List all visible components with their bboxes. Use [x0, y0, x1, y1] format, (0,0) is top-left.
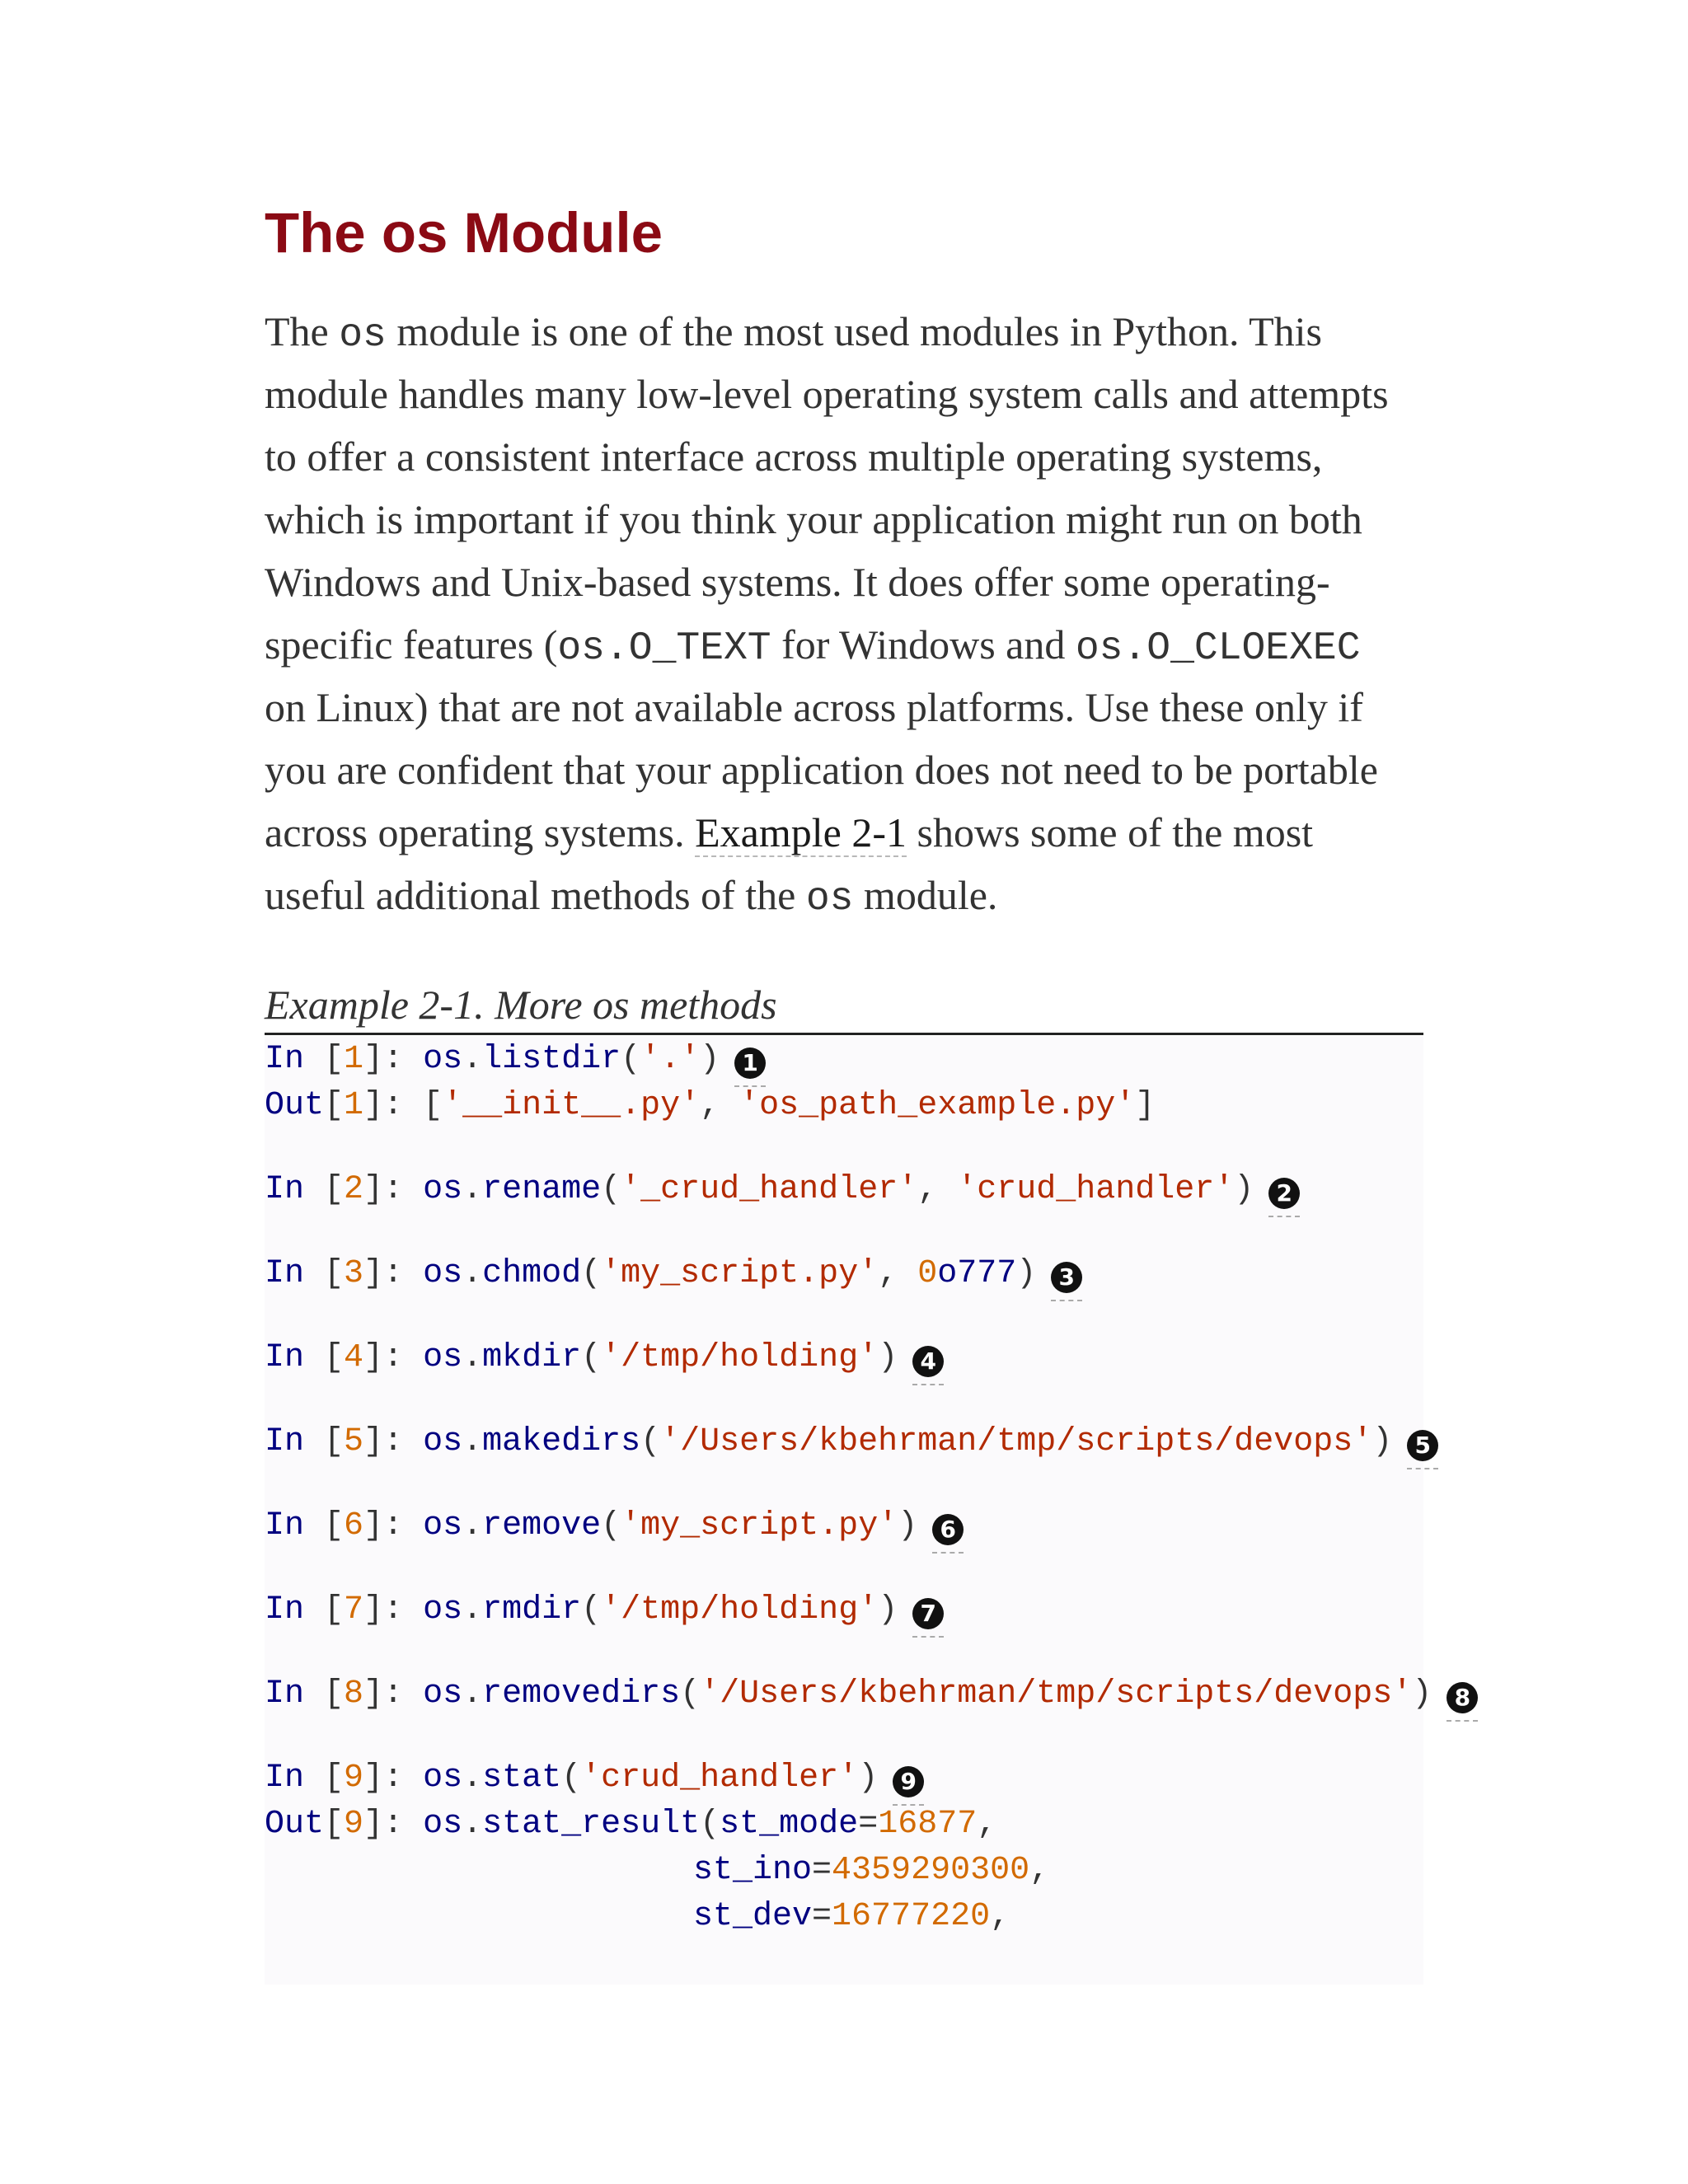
prompt: In — [265, 1423, 305, 1460]
string: 'my_script.py' — [621, 1507, 898, 1544]
prompt: Out — [265, 1806, 325, 1843]
punct: [ — [304, 1255, 345, 1292]
field-name: st_ino — [693, 1852, 813, 1889]
punct: [ — [304, 1591, 345, 1629]
number: 4359290300 — [832, 1852, 1030, 1889]
module: os — [423, 1591, 463, 1629]
punct: . — [462, 1171, 483, 1208]
number: 0 — [917, 1255, 938, 1292]
string: '/Users/kbehrman/tmp/scripts/devops' — [660, 1423, 1373, 1460]
punct: , — [700, 1087, 740, 1124]
prompt-number: 7 — [344, 1591, 364, 1629]
code-line — [265, 1335, 944, 1381]
punct: ]: — [363, 1806, 424, 1843]
example-caption: Example 2-1. More os methods — [265, 977, 1423, 1035]
string: '__init__.py' — [443, 1087, 701, 1124]
prompt-number: 2 — [344, 1171, 364, 1208]
text: across operating systems. — [265, 809, 696, 855]
module: os — [423, 1507, 463, 1544]
punct: ( — [700, 1806, 720, 1843]
text: for Windows and — [771, 621, 1076, 668]
callout-1-icon[interactable]: 1 — [734, 1047, 766, 1079]
string: 'os_path_example.py' — [739, 1087, 1136, 1124]
paragraph-line: to offer a consistent interface across multiple operating systems, — [265, 434, 1323, 480]
text: useful additional methods of the — [265, 872, 806, 918]
punct: ( — [680, 1675, 701, 1713]
punct: ( — [581, 1591, 602, 1629]
text: The — [265, 308, 340, 354]
field-name: st_dev — [693, 1898, 813, 1935]
field-name: st_mode — [720, 1806, 859, 1843]
punct: [ — [324, 1087, 345, 1124]
prompt-number: 6 — [344, 1507, 364, 1544]
prompt: In — [265, 1255, 305, 1292]
prompt: In — [265, 1675, 305, 1713]
punct: ) — [1412, 1675, 1432, 1713]
function: stat_result — [482, 1806, 701, 1843]
prompt-number: 9 — [344, 1760, 364, 1797]
number: o777 — [937, 1255, 1017, 1292]
prompt-number: 3 — [344, 1255, 364, 1292]
code-line — [265, 1037, 766, 1083]
punct: ( — [601, 1171, 621, 1208]
punct: ( — [561, 1760, 582, 1797]
punct: [ — [304, 1041, 345, 1078]
paragraph-line: on Linux) that are not available across platforms. Use these only if — [265, 684, 1363, 730]
punct: , — [990, 1898, 1010, 1935]
punct: ]: — [363, 1423, 424, 1460]
example-link[interactable]: Example 2-1 — [695, 809, 907, 855]
function: rename — [482, 1171, 602, 1208]
punct: . — [462, 1255, 483, 1292]
punct: , — [1029, 1852, 1050, 1889]
string: 'my_script.py' — [601, 1255, 879, 1292]
punct: . — [462, 1760, 483, 1797]
code-line — [265, 1167, 1300, 1213]
function: removedirs — [482, 1675, 681, 1713]
number: 16777220 — [832, 1898, 991, 1935]
paragraph-line: you are confident that your application does not need to be portable — [265, 747, 1378, 793]
punct: ) — [878, 1591, 898, 1629]
punct: . — [462, 1423, 483, 1460]
paragraph-line: Windows and Unix-based systems. It does offer some operating- — [265, 559, 1330, 605]
punct: [ — [304, 1760, 345, 1797]
prompt: In — [265, 1760, 305, 1797]
code-line — [265, 1083, 1155, 1129]
module: os — [423, 1806, 463, 1843]
punct: ) — [898, 1507, 918, 1544]
punct: . — [462, 1507, 483, 1544]
code-block — [265, 1037, 1471, 1985]
string: '/Users/kbehrman/tmp/scripts/devops' — [700, 1675, 1413, 1713]
prompt-number: 4 — [344, 1339, 364, 1376]
callout-8-icon[interactable]: 8 — [1447, 1682, 1478, 1713]
prompt-number: 1 — [344, 1087, 364, 1124]
callout-3-icon[interactable]: 3 — [1051, 1262, 1082, 1293]
prompt-number: 5 — [344, 1423, 364, 1460]
code-line — [265, 1587, 944, 1633]
punct: ( — [581, 1255, 602, 1292]
punct: ]: — [363, 1591, 424, 1629]
callout-9-icon[interactable]: 9 — [893, 1766, 924, 1797]
text: shows some of the most — [907, 809, 1314, 855]
punct: ) — [1016, 1255, 1037, 1292]
punct: ]: — [363, 1255, 424, 1292]
punct: = — [812, 1852, 832, 1889]
module: os — [423, 1041, 463, 1078]
module: os — [423, 1171, 463, 1208]
code-line — [693, 1894, 1010, 1940]
punct: ]: — [363, 1675, 424, 1713]
prompt: In — [265, 1339, 305, 1376]
punct: [ — [304, 1423, 345, 1460]
inline-code: os — [805, 877, 854, 921]
punct: ]: — [363, 1760, 424, 1797]
code-line — [693, 1848, 1049, 1894]
punct: . — [462, 1041, 483, 1078]
string: '/tmp/holding' — [601, 1339, 879, 1376]
string: '/tmp/holding' — [601, 1591, 879, 1629]
paragraph-line: module handles many low-level operating system calls and attempts — [265, 371, 1389, 417]
paragraph-line — [265, 300, 1427, 363]
paragraph-line — [265, 801, 1427, 864]
punct: ]: — [363, 1339, 424, 1376]
paragraph-line — [265, 864, 1427, 926]
paragraph-line: which is important if you think your application might run on both — [265, 496, 1362, 542]
inline-code: os — [339, 313, 387, 358]
code-line — [265, 1251, 1082, 1297]
punct: ]: — [363, 1171, 424, 1208]
punct: = — [858, 1806, 879, 1843]
string: 'crud_handler' — [957, 1171, 1235, 1208]
punct: ] — [1135, 1087, 1156, 1124]
punct: [ — [324, 1806, 345, 1843]
punct: ) — [700, 1041, 720, 1078]
inline-code: os.O_TEXT — [557, 626, 771, 671]
module: os — [423, 1760, 463, 1797]
inline-code: os.O_CLOEXEC — [1075, 626, 1361, 671]
text: specific features ( — [265, 621, 558, 668]
callout-7-icon[interactable]: 7 — [912, 1598, 944, 1629]
punct: ) — [878, 1339, 898, 1376]
module: os — [423, 1675, 463, 1713]
punct: ]: — [363, 1041, 424, 1078]
punct: ]: — [363, 1507, 424, 1544]
callout-5-icon[interactable]: 5 — [1407, 1430, 1438, 1461]
module: os — [423, 1423, 463, 1460]
prompt: In — [265, 1041, 305, 1078]
function: listdir — [482, 1041, 621, 1078]
function: makedirs — [482, 1423, 641, 1460]
function: remove — [482, 1507, 602, 1544]
prompt-number: 9 — [344, 1806, 364, 1843]
intro-paragraph — [265, 300, 1427, 926]
punct: . — [462, 1339, 483, 1376]
code-line — [265, 1755, 924, 1802]
prompt-number: 1 — [344, 1041, 364, 1078]
function: stat — [482, 1760, 562, 1797]
punct: ( — [621, 1041, 641, 1078]
section-heading: The os Module — [265, 201, 663, 265]
punct: . — [462, 1591, 483, 1629]
punct: ) — [1372, 1423, 1393, 1460]
function: mkdir — [482, 1339, 582, 1376]
punct: = — [812, 1898, 832, 1935]
callout-2-icon[interactable]: 2 — [1268, 1178, 1300, 1209]
punct: [ — [304, 1171, 345, 1208]
punct: [ — [304, 1675, 345, 1713]
string: 'crud_handler' — [581, 1760, 859, 1797]
module: os — [423, 1339, 463, 1376]
punct: , — [878, 1255, 918, 1292]
punct: ( — [640, 1423, 661, 1460]
punct: ( — [601, 1507, 621, 1544]
text: module. — [853, 872, 998, 918]
punct: , — [977, 1806, 997, 1843]
string: '_crud_handler' — [621, 1171, 918, 1208]
paragraph-line — [265, 613, 1427, 676]
prompt: In — [265, 1507, 305, 1544]
punct: [ — [304, 1339, 345, 1376]
function: rmdir — [482, 1591, 582, 1629]
punct: . — [462, 1675, 483, 1713]
prompt: In — [265, 1591, 305, 1629]
code-line — [265, 1503, 964, 1549]
callout-6-icon[interactable]: 6 — [932, 1514, 964, 1545]
prompt: Out — [265, 1087, 325, 1124]
number: 16877 — [878, 1806, 978, 1843]
punct: [ — [304, 1507, 345, 1544]
module: os — [423, 1255, 463, 1292]
punct: ( — [581, 1339, 602, 1376]
prompt-number: 8 — [344, 1675, 364, 1713]
punct: . — [462, 1806, 483, 1843]
prompt: In — [265, 1171, 305, 1208]
function: chmod — [482, 1255, 582, 1292]
string: '.' — [640, 1041, 701, 1078]
punct: ]: — [363, 1087, 424, 1124]
code-line — [265, 1419, 1438, 1465]
punct: [ — [423, 1087, 443, 1124]
punct: ) — [1234, 1171, 1254, 1208]
punct: ) — [858, 1760, 879, 1797]
code-line — [265, 1671, 1478, 1718]
punct: , — [917, 1171, 958, 1208]
text: module is one of the most used modules in Python. This — [386, 308, 1322, 354]
code-line — [265, 1802, 996, 1848]
callout-4-icon[interactable]: 4 — [912, 1346, 944, 1377]
